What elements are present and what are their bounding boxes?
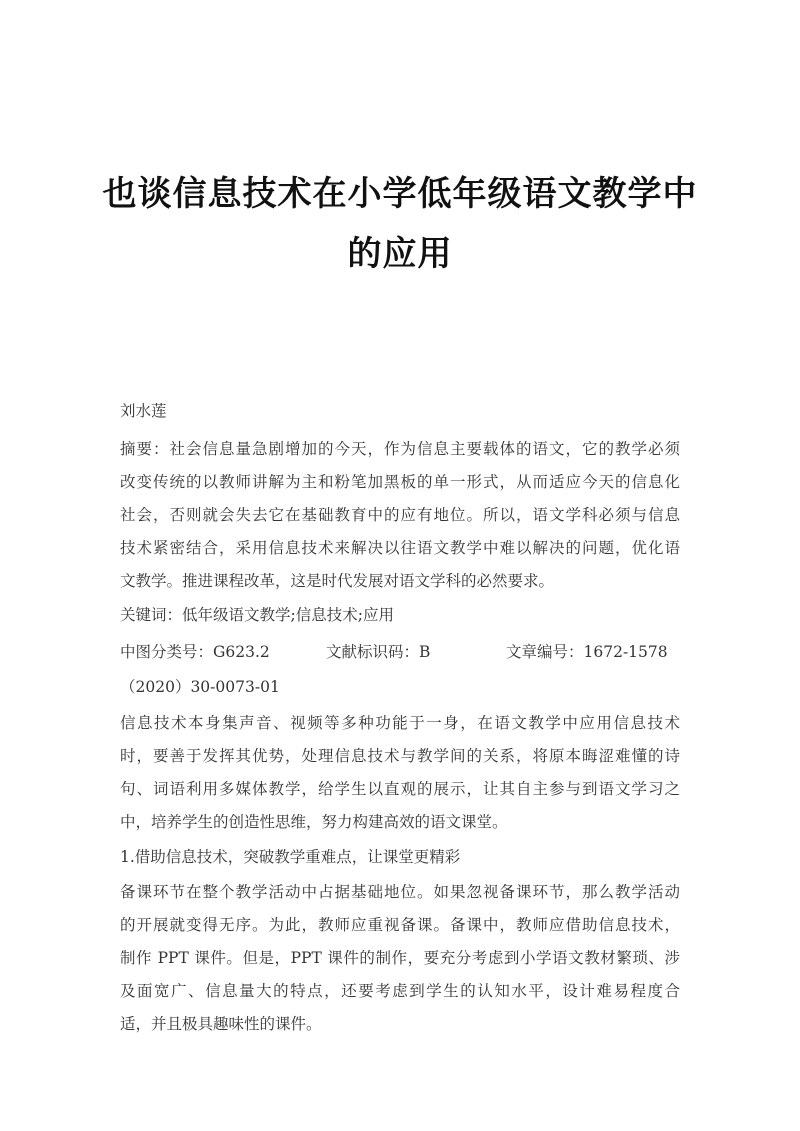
article-number: 文章编号：1672-1578 xyxy=(506,643,668,661)
abstract-line: 社会，否则就会失去它在基础教育中的应有地位。所以，语文学科必须与信息 xyxy=(120,506,680,524)
abstract-line: 改变传统的以教师讲解为主和粉笔加黑板的单一形式，从而适应今天的信息化 xyxy=(120,473,680,491)
abstract-line: 摘要：社会信息量急剧增加的今天，作为信息主要载体的语文，它的教学必须 xyxy=(120,440,680,458)
section-1-line: 制作 PPT 课件。但是，PPT 课件的制作，要充分考虑到小学语文教材繁琐、涉 xyxy=(120,949,680,967)
title-line-2: 的应用 xyxy=(347,234,453,274)
section-1-heading: 1.借助信息技术，突破教学重难点，让课堂更精彩 xyxy=(120,848,461,866)
intro-line: 时，要善于发挥其优势，处理信息技术与教学间的关系，将原本晦涩难懂的诗 xyxy=(120,747,680,765)
intro-line: 中，培养学生的创造性思维，努力构建高效的语文课堂。 xyxy=(120,813,508,831)
issue-number: （2020）30-0073-01 xyxy=(120,678,280,696)
title-line-1: 也谈信息技术在小学低年级语文教学中 xyxy=(102,174,698,214)
section-1-line: 的开展就变得无序。为此，教师应重视备课。备课中，教师应借助信息技术， xyxy=(120,916,680,934)
intro-line: 信息技术本身集声音、视频等多种功能于一身，在语文教学中应用信息技术 xyxy=(120,714,680,732)
document-code: 文献标识码：B xyxy=(326,643,431,661)
section-1-line: 及面宽广、信息量大的特点，还要考虑到学生的认知水平，设计难易程度合 xyxy=(120,982,680,1000)
section-1-line: 备课环节在整个教学活动中占据基础地位。如果忽视备课环节，那么教学活动 xyxy=(120,883,680,901)
classification-number: 中图分类号：G623.2 xyxy=(120,643,270,661)
section-1-line: 适，并且极具趣味性的课件。 xyxy=(120,1015,322,1033)
keywords: 关键词：低年级语文教学;信息技术;应用 xyxy=(120,606,394,624)
intro-line: 句、词语利用多媒体教学，给学生以直观的展示，让其自主参与到语文学习之 xyxy=(120,780,680,798)
abstract-line: 技术紧密结合，采用信息技术来解决以往语文教学中难以解决的问题，优化语 xyxy=(120,539,680,557)
author: 刘水莲 xyxy=(120,402,167,420)
abstract-line: 文教学。推进课程改革，这是时代发展对语文学科的必然要求。 xyxy=(120,572,555,590)
